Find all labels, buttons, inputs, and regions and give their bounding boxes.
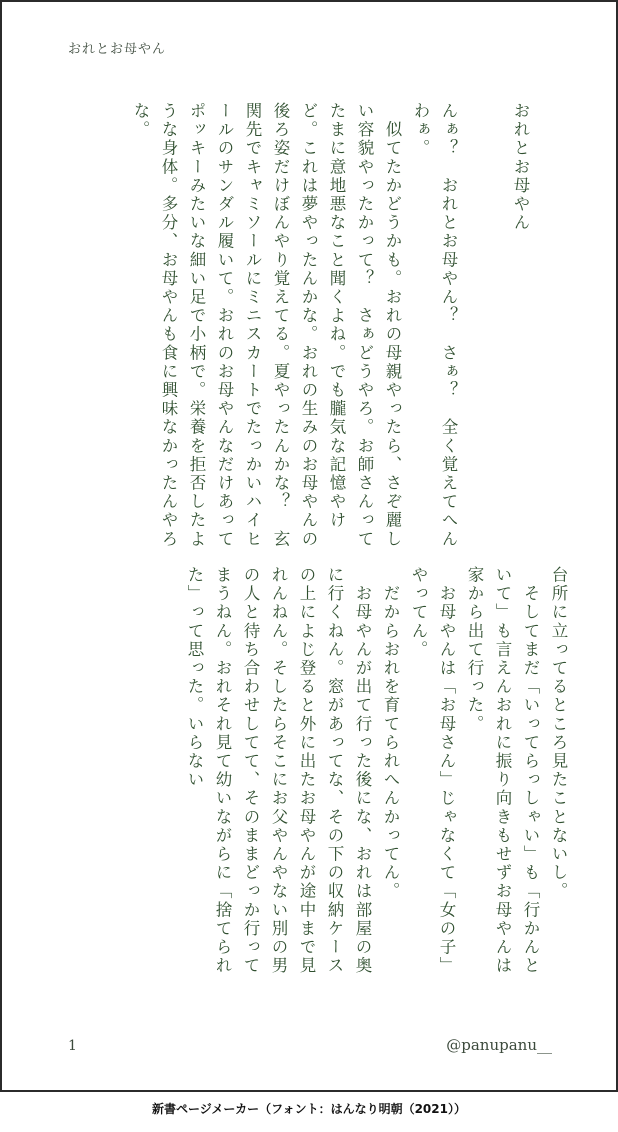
paragraph: だからおれを育てられへんかってん。 xyxy=(381,566,400,901)
paragraph: そしてまだ「いってらっしゃい」も「行かんといて」も言えんおれに振り向きもせずお母やんは家から出て行った。 xyxy=(465,566,540,976)
author-handle: @panupanu__ xyxy=(446,1036,552,1054)
upper-text-block xyxy=(126,102,534,552)
lower-text-block xyxy=(180,566,572,986)
paragraph: お母やんが出て行った後にな、おれは部屋の奥に行くねん。窓があってな、その下の収納ケースの上によじ登ると外に出たお母やんが途中まで見れんねん。そしたらそこにお父やんやない別の男の人と待ち合わせしてて、そのままどっか行ってまうねん。おれそれ見て幼いながらに「捨てられた」って思った。いらない xyxy=(185,566,372,976)
paragraph: お母やんは「お母さん」じゃなくて「女の子」やってん。 xyxy=(409,566,456,976)
paragraph: んぁ？ おれとお母やん？ さぁ？ 全く覚えてへんわぁ。 xyxy=(411,102,458,549)
generator-caption: 新書ページメーカー（フォント：はんなり明朝（2021）） xyxy=(152,1102,466,1116)
paragraph: 似てたかどうかも。おれの母親やったら、さぞ麗しい容貌やったかって？ さぁどうやろ。お師さんってたまに意地悪なこと聞くよね。でも朧気な記憶やけど。これは夢やったんかな。おれの生みのお母やんの後ろ姿だけぼんやり覚えてる。夏やったんかな？ 玄関先でキャミソールにミニスカートでたっかいハイヒールのサンダル履いて。おれのお母やんなだけあってポッキーみたいな細い足で小柄で。栄養を拒否したような身体。多分、お母やんも食に興味なかったんやろな。 xyxy=(131,102,402,549)
running-header: おれとお母やん xyxy=(68,42,167,57)
chapter-title: おれとお母やん xyxy=(511,102,530,233)
page-number: 1 xyxy=(68,1038,77,1054)
paragraph: 台所に立ってるところ見たことないし。 xyxy=(549,566,568,901)
